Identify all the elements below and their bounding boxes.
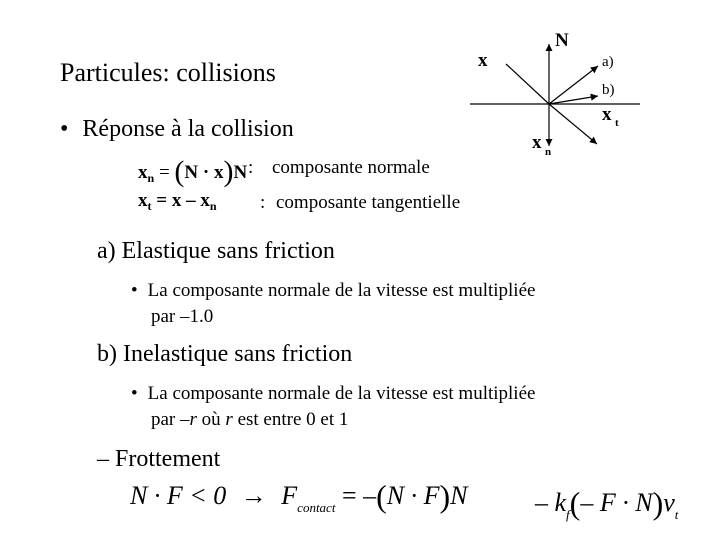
label-xt-sub: t	[615, 117, 619, 129]
section-b-heading: b) Inelastique sans friction	[97, 341, 353, 367]
friction-formula: $N \cdot F < 0 \to F_{contact} = -(N \cdot F)N$	[130, 478, 468, 515]
colon-normal: :	[248, 157, 254, 178]
slide-title: Particules: collisions	[60, 58, 276, 87]
incoming-vector	[506, 64, 549, 104]
label-a: a)	[602, 54, 614, 70]
friction-tangential-term: – $k_f(-$ $F \cdot N)v_t$	[535, 485, 679, 522]
label-b: b)	[602, 82, 615, 98]
label-N: N	[555, 30, 569, 51]
label-xt: x	[602, 104, 612, 125]
label-xn: x	[532, 132, 542, 153]
bullet-dot: •	[60, 116, 69, 142]
section-a-bullet: • La composante normale de la vitesse est multipliée par –1.0	[131, 280, 536, 327]
reflect-b-arrow	[549, 96, 598, 104]
section-c-heading: – Frottement	[97, 446, 221, 472]
section-b-bullet: • La composante normale de la vitesse est multipliée par –r où r est entre 0 et 1	[131, 383, 536, 430]
section-a-heading: a) Elastique sans friction	[97, 238, 335, 264]
xt-arrow	[549, 104, 597, 144]
reflect-a-arrow	[549, 66, 598, 104]
collision-diagram	[470, 20, 640, 170]
main-bullet	[60, 116, 294, 143]
desc-normal: composante normale	[272, 157, 430, 178]
label-xn-sub: n	[545, 146, 552, 158]
label-x: x	[478, 50, 488, 71]
desc-tangential: composante tangentielle	[276, 192, 461, 213]
equation-tangential: $x_t = x - x_n$	[138, 190, 217, 213]
equation-normal: $x_n = (N \cdot x)N$	[138, 155, 248, 188]
main-bullet-text: Réponse à la collision	[82, 116, 294, 142]
colon-tangential: :	[260, 192, 266, 213]
